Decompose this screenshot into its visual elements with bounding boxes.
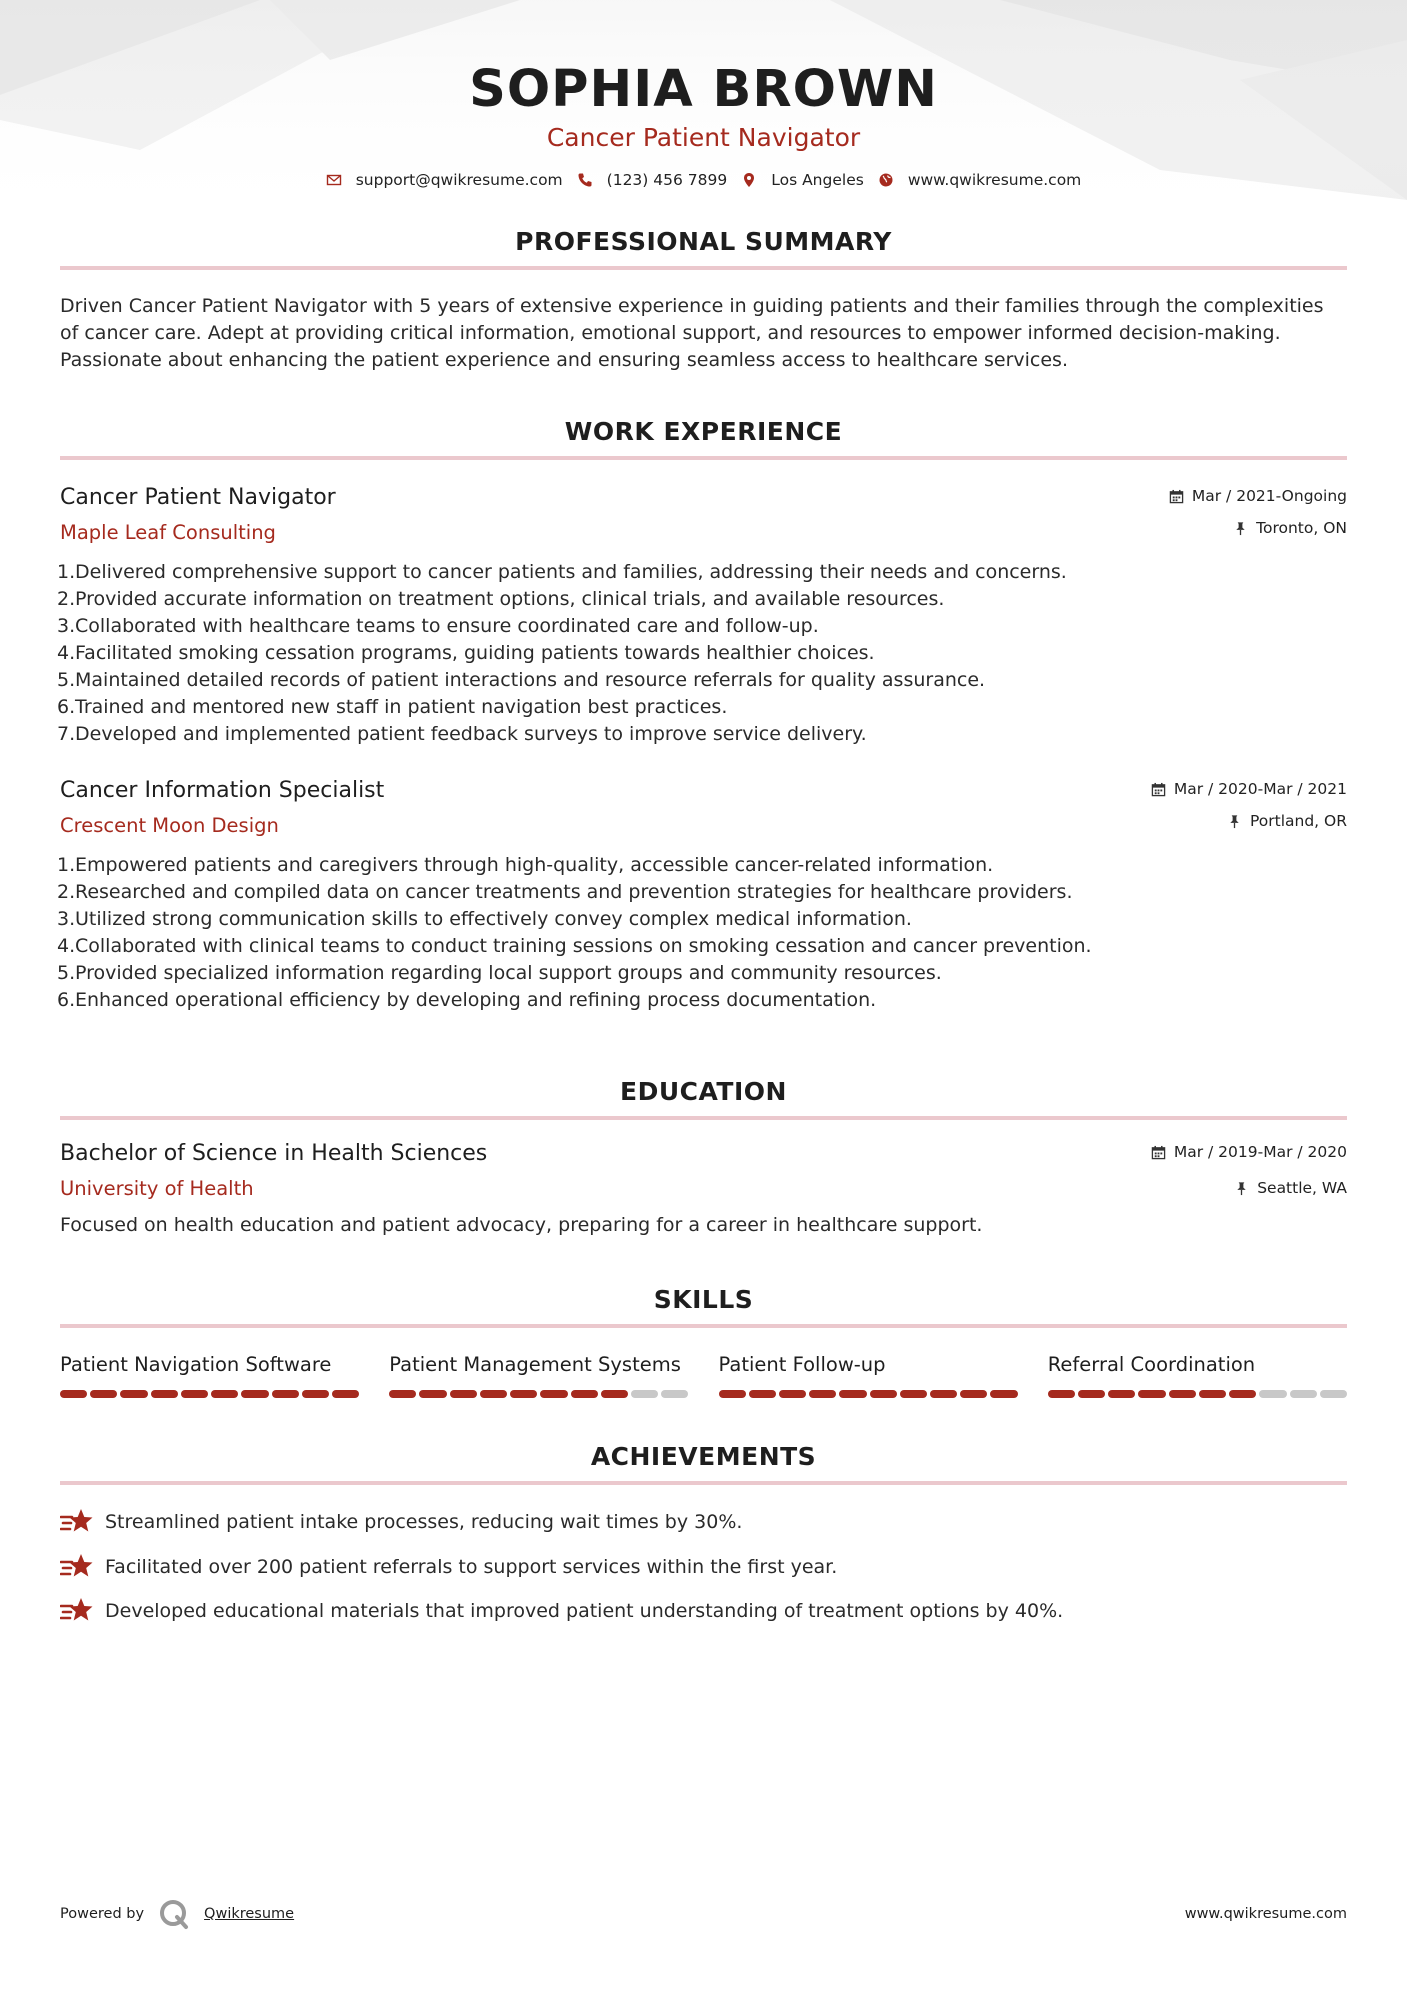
list-item: 3. Utilized strong communication skills to effectively convey complex medical information. [57,908,912,930]
skills-section [60,1284,1347,1398]
shooting-star-icon [60,1596,93,1626]
skill-level-segment-filled [302,1390,329,1398]
calendar-icon [1151,1145,1166,1160]
skill-level-segment-filled [510,1390,537,1398]
skill-level-segment-filled [1078,1390,1105,1398]
phone-icon [577,172,593,188]
education-title: EDUCATION [620,1077,787,1106]
list-item: 2. Provided accurate information on treatment options, clinical trials, and available resources. [57,588,945,610]
section-divider [60,456,1347,460]
section-divider [60,266,1347,270]
experience-title: WORK EXPERIENCE [564,417,843,446]
skill-name: Patient Follow-up [718,1353,886,1376]
contact-bar [60,171,1347,189]
job-bullets [57,559,1347,748]
job-date: Mar / 2020-Mar / 2021 [1173,780,1347,798]
achievements-list [60,1507,1347,1626]
skill-name: Referral Coordination [1047,1353,1256,1376]
skill-name: Patient Management Systems [389,1353,681,1376]
skill-level-bar [60,1390,359,1398]
skill-level-segment-empty [661,1390,688,1398]
achievement-text: Facilitated over 200 patient referrals to support services within the first year. [105,1555,838,1578]
calendar-icon [1151,782,1166,797]
skill-level-segment-filled [809,1390,836,1398]
list-item: 7. Developed and implemented patient feedback surveys to improve service delivery. [57,723,867,745]
list-item: 6. Trained and mentored new staff in patient navigation best practices. [57,696,728,718]
qwikresume-logo-icon [158,1898,190,1930]
contact-website[interactable] [878,171,1081,189]
skill-level-segment-filled [990,1390,1017,1398]
pushpin-icon [1234,1181,1249,1196]
education-entry [60,1140,1347,1238]
skill-level-segment-filled [211,1390,238,1398]
job-meta [1151,779,1347,831]
summary-text: Driven Cancer Patient Navigator with 5 years of extensive experience in guiding patients and their families through the complexities of cancer care. Adept at providing critical information, emotional support, and resources to empower informed decision-making. Passionate about enhancing the patient experience and ensuring seamless access to healthcare services. [60,295,1324,371]
skill-item [719,1352,1018,1398]
skill-level-segment-filled [719,1390,746,1398]
list-item [60,1507,1347,1537]
skills-grid [60,1352,1347,1398]
envelope-icon [326,172,342,188]
job-entry [57,777,1347,1014]
job-date: Mar / 2021-Ongoing [1191,487,1347,505]
skill-level-segment-filled [90,1390,117,1398]
achievement-text: Developed educational materials that improved patient understanding of treatment options by 40%. [105,1600,1064,1622]
skill-level-segment-filled [839,1390,866,1398]
skill-name: Patient Navigation Software [60,1353,332,1376]
skill-level-segment-filled [601,1390,628,1398]
achievements-title: ACHIEVEMENTS [590,1442,817,1471]
summary-section [60,226,1347,374]
calendar-icon [1169,489,1184,504]
pushpin-icon [1227,814,1242,829]
skill-level-segment-filled [480,1390,507,1398]
skill-level-bar [389,1390,688,1398]
job-location: Portland, OR [1249,812,1347,830]
achievement-text: Streamlined patient intake processes, reducing wait times by 30%. [105,1511,743,1533]
skill-level-segment-filled [1048,1390,1075,1398]
list-item: 4. Facilitated smoking cessation programs, guiding patients towards healthier choices. [57,642,875,664]
skill-level-segment-filled [450,1390,477,1398]
skill-level-segment-filled [1229,1390,1256,1398]
skill-level-segment-filled [389,1390,416,1398]
skill-level-segment-filled [779,1390,806,1398]
footer-website-link[interactable]: www.qwikresume.com [1184,1906,1347,1922]
summary-title: PROFESSIONAL SUMMARY [515,227,892,256]
skill-level-segment-filled [1138,1390,1165,1398]
section-divider [60,1116,1347,1120]
contact-phone[interactable] [577,171,728,189]
shooting-star-icon [60,1552,93,1582]
job-company: Maple Leaf Consulting [60,521,276,544]
education-location: Seattle, WA [1257,1179,1347,1197]
skill-level-segment-empty [1290,1390,1317,1398]
job-title: Cancer Patient Navigator [60,485,336,510]
skill-level-segment-filled [960,1390,987,1398]
job-company: Crescent Moon Design [60,814,279,837]
education-section [60,1076,1347,1238]
list-item [60,1596,1347,1626]
list-item: 6. Enhanced operational efficiency by developing and refining process documentation. [57,989,877,1011]
skill-level-segment-filled [241,1390,268,1398]
skill-level-bar [1048,1390,1347,1398]
skill-level-segment-filled [419,1390,446,1398]
list-item [60,1552,1347,1582]
skill-level-segment-empty [1259,1390,1286,1398]
skill-level-segment-filled [181,1390,208,1398]
list-item: 5. Maintained detailed records of patient interactions and resource referrals for quality assurance. [57,669,986,691]
skill-level-segment-filled [272,1390,299,1398]
job-meta [1169,486,1347,538]
contact-location [741,171,864,189]
skill-level-segment-filled [870,1390,897,1398]
page-footer [60,1898,1347,1930]
skill-level-segment-filled [60,1390,87,1398]
brand-link[interactable]: Qwikresume [204,1906,295,1922]
achievements-section [60,1441,1347,1626]
skills-title: SKILLS [653,1285,754,1314]
skill-level-segment-filled [1199,1390,1226,1398]
skill-item [389,1352,688,1398]
job-bullets [57,852,1347,1014]
skill-level-segment-filled [930,1390,957,1398]
skill-level-segment-filled [749,1390,776,1398]
skill-item [1048,1352,1347,1398]
skill-level-segment-filled [1169,1390,1196,1398]
education-description: Focused on health education and patient advocacy, preparing for a career in healthcare support. [60,1214,983,1236]
candidate-role: Cancer Patient Navigator [546,123,861,152]
section-divider [60,1481,1347,1485]
job-entry [57,484,1347,748]
skill-level-bar [719,1390,1018,1398]
degree-title: Bachelor of Science in Health Sciences [60,1141,488,1166]
contact-email-text: support@qwikresume.com [355,171,563,189]
list-item: 5. Provided specialized information regarding local support groups and community resources. [57,962,942,984]
skill-level-segment-filled [1108,1390,1135,1398]
list-item: 1. Empowered patients and caregivers through high-quality, accessible cancer-related information. [57,854,994,876]
skill-item [60,1352,359,1398]
candidate-name: SOPHIA BROWN [469,60,938,119]
list-item: 3. Collaborated with healthcare teams to ensure coordinated care and follow-up. [57,615,819,637]
contact-email[interactable] [326,171,563,189]
section-divider [60,1324,1347,1328]
skill-level-segment-empty [631,1390,658,1398]
skill-level-segment-filled [571,1390,598,1398]
resume-header [60,0,1347,189]
list-item: 1. Delivered comprehensive support to cancer patients and families, addressing their needs and concerns. [57,561,1067,583]
school-name: University of Health [60,1177,254,1200]
job-location: Toronto, ON [1256,519,1347,537]
map-pin-icon [741,172,757,188]
job-title: Cancer Information Specialist [60,778,385,803]
pushpin-icon [1233,521,1248,536]
experience-section [57,416,1347,1014]
shooting-star-icon [60,1507,93,1537]
list-item: 2. Researched and compiled data on cancer treatments and prevention strategies for healthcare providers. [57,881,1073,903]
globe-icon [878,172,894,188]
contact-location-text: Los Angeles [771,171,864,189]
contact-phone-text: (123) 456 7899 [606,171,728,189]
powered-by-label: Powered by [60,1906,145,1922]
education-meta [1151,1142,1347,1198]
education-date: Mar / 2019-Mar / 2020 [1173,1143,1347,1161]
list-item: 4. Collaborated with clinical teams to conduct training sessions on smoking cessation and cancer prevention. [57,935,1092,957]
skill-level-segment-filled [151,1390,178,1398]
contact-website-text: www.qwikresume.com [907,171,1082,189]
skill-level-segment-filled [900,1390,927,1398]
powered-by [60,1898,294,1930]
skill-level-segment-filled [540,1390,567,1398]
skill-level-segment-filled [120,1390,147,1398]
skill-level-segment-filled [332,1390,359,1398]
skill-level-segment-empty [1320,1390,1347,1398]
